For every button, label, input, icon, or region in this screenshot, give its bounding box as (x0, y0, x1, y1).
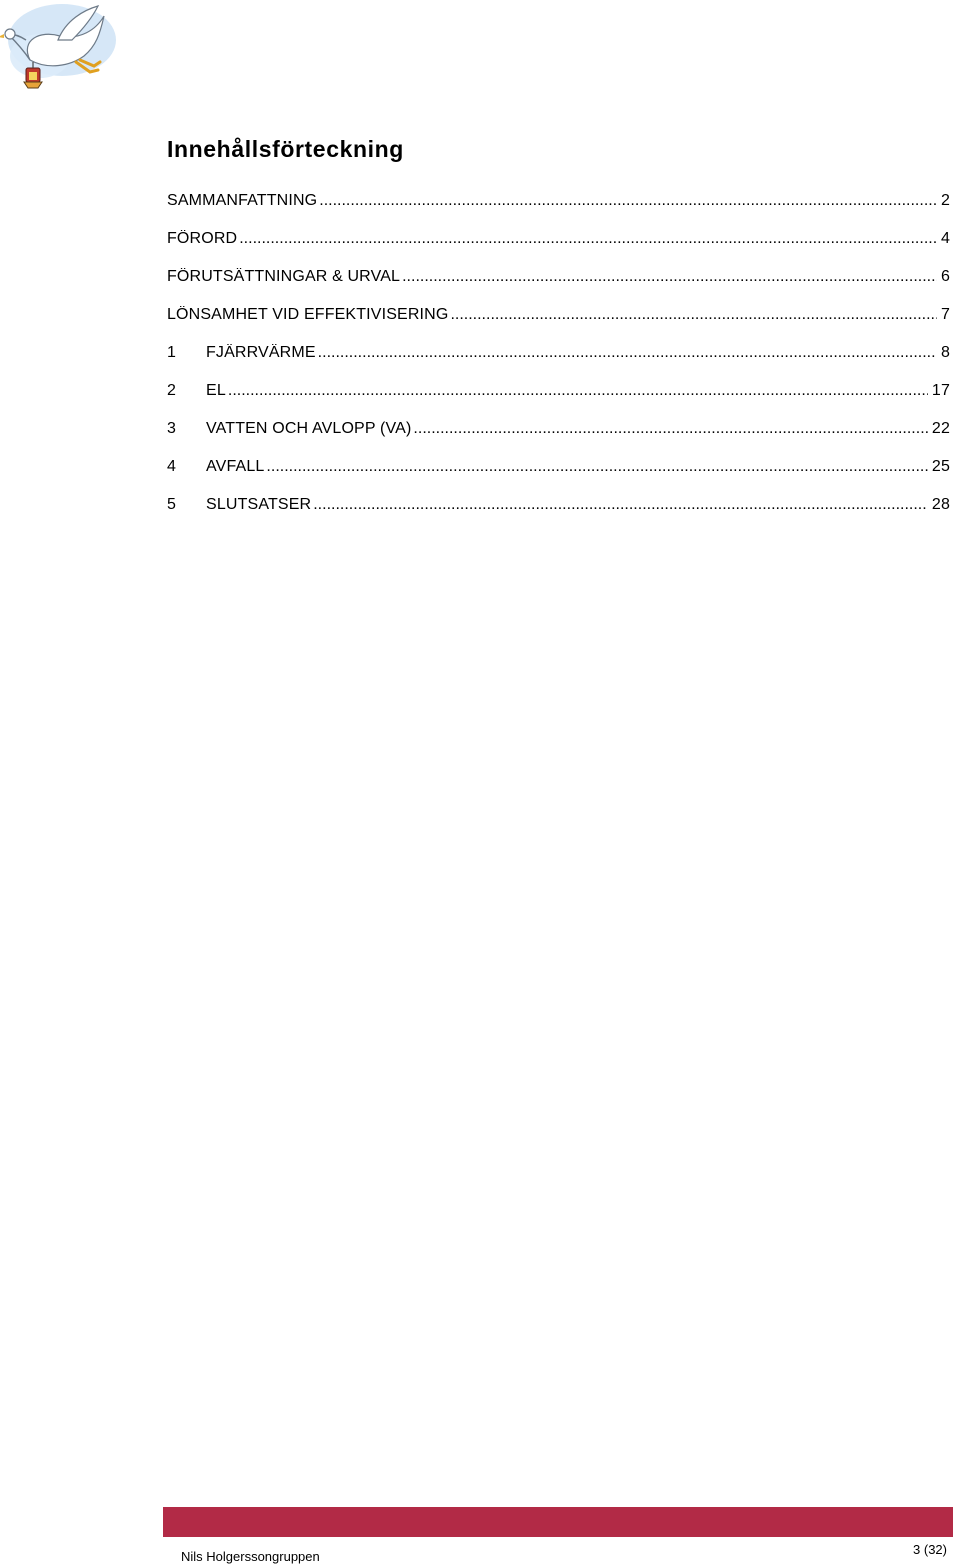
toc-entry-title: EL (206, 382, 226, 399)
toc-entry[interactable] (167, 192, 950, 230)
toc-entry[interactable] (167, 344, 950, 382)
toc-entry-page: 22 (931, 420, 950, 437)
goose-logo-icon (0, 0, 118, 100)
toc-entry[interactable] (167, 382, 950, 420)
toc-entry-number: 5 (167, 496, 177, 513)
toc-entry-page: 4 (940, 230, 950, 247)
toc-entry-title: FJÄRRVÄRME (206, 344, 316, 361)
toc-entry-title: AVFALL (206, 458, 265, 475)
toc-entry[interactable] (167, 268, 950, 306)
table-of-contents (167, 192, 950, 534)
toc-entry-number: 4 (167, 458, 177, 475)
toc-dot-leader (313, 496, 928, 514)
toc-entry-page: 2 (940, 192, 950, 209)
toc-entry-page: 28 (931, 496, 950, 513)
toc-entry-title: FÖRORD (167, 230, 238, 247)
toc-entry-page: 7 (940, 306, 950, 323)
toc-entry-number: 2 (167, 382, 177, 399)
toc-entry-number: 1 (167, 344, 177, 361)
toc-dot-leader (239, 230, 937, 248)
toc-dot-leader (402, 268, 937, 286)
toc-entry[interactable] (167, 420, 950, 458)
footer-accent-bar (163, 1507, 953, 1537)
toc-dot-leader (266, 458, 927, 476)
toc-dot-leader (319, 192, 937, 210)
toc-entry-title: LÖNSAMHET VID EFFEKTIVISERING (167, 306, 449, 323)
toc-entry-page: 8 (940, 344, 950, 361)
toc-dot-leader (228, 382, 928, 400)
toc-entry-page: 6 (940, 268, 950, 285)
toc-entry-page: 25 (931, 458, 950, 475)
footer-organization: Nils Holgerssongruppen (181, 1549, 320, 1564)
toc-entry-title: SAMMANFATTNING (167, 192, 318, 209)
toc-entry[interactable] (167, 306, 950, 344)
toc-dot-leader (450, 306, 937, 324)
toc-entry-title: SLUTSATSER (206, 496, 312, 513)
toc-entry[interactable] (167, 458, 950, 496)
toc-entry[interactable] (167, 230, 950, 268)
toc-heading: Innehållsförteckning (167, 136, 404, 162)
toc-entry[interactable] (167, 496, 950, 534)
toc-entry-title: FÖRUTSÄTTNINGAR & URVAL (167, 268, 401, 285)
toc-entry-page: 17 (931, 382, 950, 399)
footer-page-number: 3 (32) (913, 1542, 947, 1557)
toc-entry-number: 3 (167, 420, 177, 437)
toc-dot-leader (318, 344, 937, 362)
toc-dot-leader (413, 420, 927, 438)
toc-entry-title: VATTEN OCH AVLOPP (VA) (206, 420, 412, 437)
